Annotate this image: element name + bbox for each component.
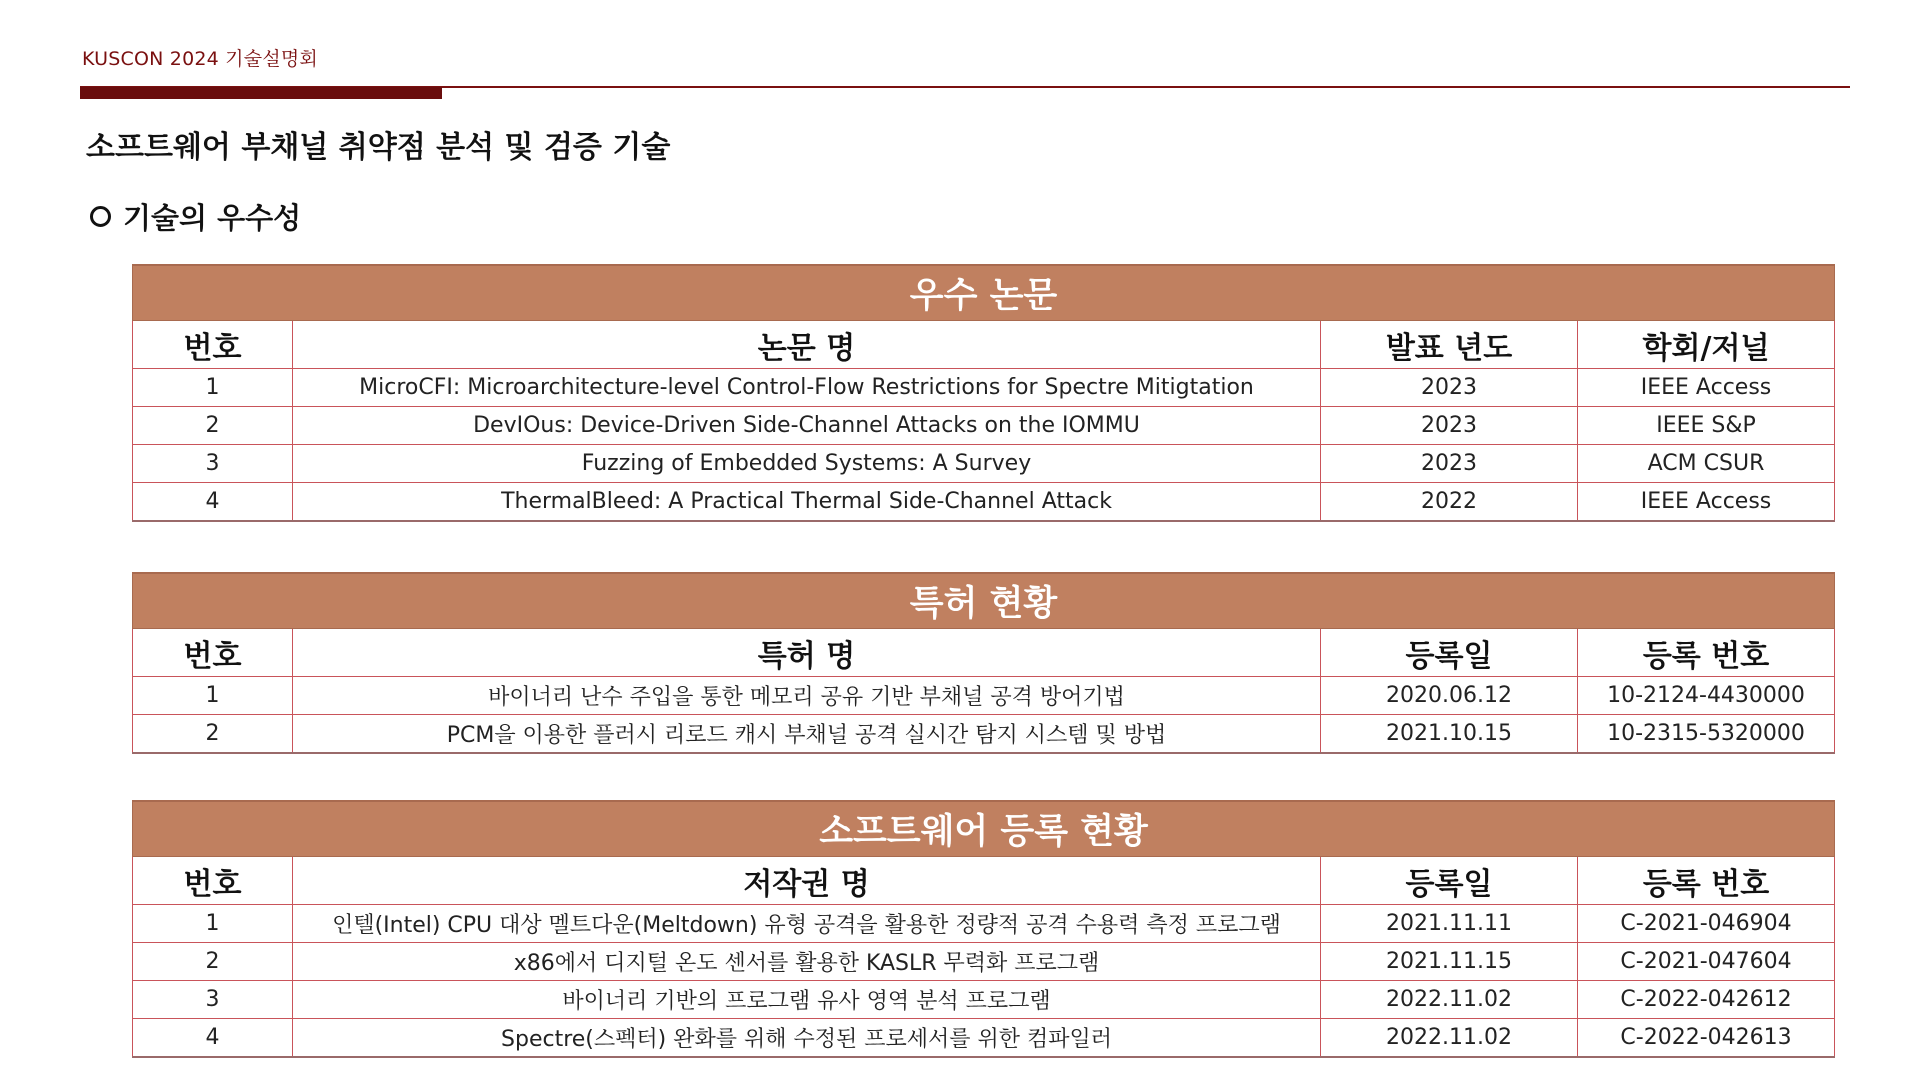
table-row [133, 905, 1835, 943]
patent-date: 2020.06.12 [1321, 677, 1578, 715]
table-row [133, 715, 1835, 754]
software-number: C-2021-046904 [1578, 905, 1835, 943]
section-heading [90, 196, 301, 237]
patent-date: 2021.10.15 [1321, 715, 1578, 754]
paper-year: 2023 [1321, 445, 1578, 483]
paper-venue: ACM CSUR [1578, 445, 1835, 483]
row-number: 4 [133, 1019, 293, 1058]
column-header: 번호 [133, 321, 293, 369]
patents-table [132, 572, 1835, 754]
column-header: 특허 명 [293, 629, 1321, 677]
software-banner: 소프트웨어 등록 현황 [133, 801, 1835, 857]
software-title: x86에서 디지털 온도 센서를 활용한 KASLR 무력화 프로그램 [293, 943, 1321, 981]
row-number: 2 [133, 715, 293, 754]
row-number: 1 [133, 905, 293, 943]
patents-banner: 특허 현황 [133, 573, 1835, 629]
column-header: 등록일 [1321, 629, 1578, 677]
table-row [133, 445, 1835, 483]
column-header: 등록 번호 [1578, 629, 1835, 677]
patent-title: 바이너리 난수 주입을 통한 메모리 공유 기반 부채널 공격 방어기법 [293, 677, 1321, 715]
paper-venue: IEEE Access [1578, 483, 1835, 522]
software-title: Spectre(스펙터) 완화를 위해 수정된 프로세서를 위한 컴파일러 [293, 1019, 1321, 1058]
table-row [133, 369, 1835, 407]
software-date: 2021.11.11 [1321, 905, 1578, 943]
header-title: KUSCON 2024 기술설명회 [82, 48, 318, 70]
header-accent-bar [80, 87, 442, 99]
row-number: 3 [133, 445, 293, 483]
table-row [133, 943, 1835, 981]
patent-title: PCM을 이용한 플러시 리로드 캐시 부채널 공격 실시간 탐지 시스템 및 방법 [293, 715, 1321, 754]
table-row [133, 981, 1835, 1019]
software-header-row [133, 857, 1835, 905]
software-title: 인텔(Intel) CPU 대상 멜트다운(Meltdown) 유형 공격을 활용한 정량적 공격 수용력 측정 프로그램 [293, 905, 1321, 943]
table-row [133, 677, 1835, 715]
paper-venue: IEEE S&P [1578, 407, 1835, 445]
row-number: 1 [133, 369, 293, 407]
row-number: 2 [133, 407, 293, 445]
papers-banner-row [133, 265, 1835, 321]
paper-year: 2022 [1321, 483, 1578, 522]
row-number: 1 [133, 677, 293, 715]
row-number: 3 [133, 981, 293, 1019]
column-header: 번호 [133, 629, 293, 677]
software-title: 바이너리 기반의 프로그램 유사 영역 분석 프로그램 [293, 981, 1321, 1019]
column-header: 등록 번호 [1578, 857, 1835, 905]
column-header: 논문 명 [293, 321, 1321, 369]
row-number: 4 [133, 483, 293, 522]
paper-title: DevIOus: Device-Driven Side-Channel Attacks on the IOMMU [293, 407, 1321, 445]
patents-header-row [133, 629, 1835, 677]
row-number: 2 [133, 943, 293, 981]
software-date: 2022.11.02 [1321, 1019, 1578, 1058]
software-number: C-2021-047604 [1578, 943, 1835, 981]
paper-year: 2023 [1321, 407, 1578, 445]
circle-bullet-icon [90, 206, 111, 227]
column-header: 번호 [133, 857, 293, 905]
software-number: C-2022-042612 [1578, 981, 1835, 1019]
paper-venue: IEEE Access [1578, 369, 1835, 407]
software-banner-row [133, 801, 1835, 857]
column-header: 저작권 명 [293, 857, 1321, 905]
column-header: 발표 년도 [1321, 321, 1578, 369]
papers-banner: 우수 논문 [133, 265, 1835, 321]
table-row [133, 1019, 1835, 1058]
page-title: 소프트웨어 부채널 취약점 분석 및 검증 기술 [86, 130, 671, 165]
table-row [133, 407, 1835, 445]
software-table [132, 800, 1835, 1058]
paper-title: MicroCFI: Microarchitecture-level Control-Flow Restrictions for Spectre Mitigtation [293, 369, 1321, 407]
paper-title: Fuzzing of Embedded Systems: A Survey [293, 445, 1321, 483]
paper-year: 2023 [1321, 369, 1578, 407]
column-header: 학회/저널 [1578, 321, 1835, 369]
software-date: 2022.11.02 [1321, 981, 1578, 1019]
papers-table [132, 264, 1835, 522]
section-heading-text: 기술의 우수성 [123, 201, 302, 235]
table-row [133, 483, 1835, 522]
paper-title: ThermalBleed: A Practical Thermal Side-Channel Attack [293, 483, 1321, 522]
patents-banner-row [133, 573, 1835, 629]
patent-number: 10-2124-4430000 [1578, 677, 1835, 715]
papers-header-row [133, 321, 1835, 369]
patent-number: 10-2315-5320000 [1578, 715, 1835, 754]
software-date: 2021.11.15 [1321, 943, 1578, 981]
column-header: 등록일 [1321, 857, 1578, 905]
software-number: C-2022-042613 [1578, 1019, 1835, 1058]
